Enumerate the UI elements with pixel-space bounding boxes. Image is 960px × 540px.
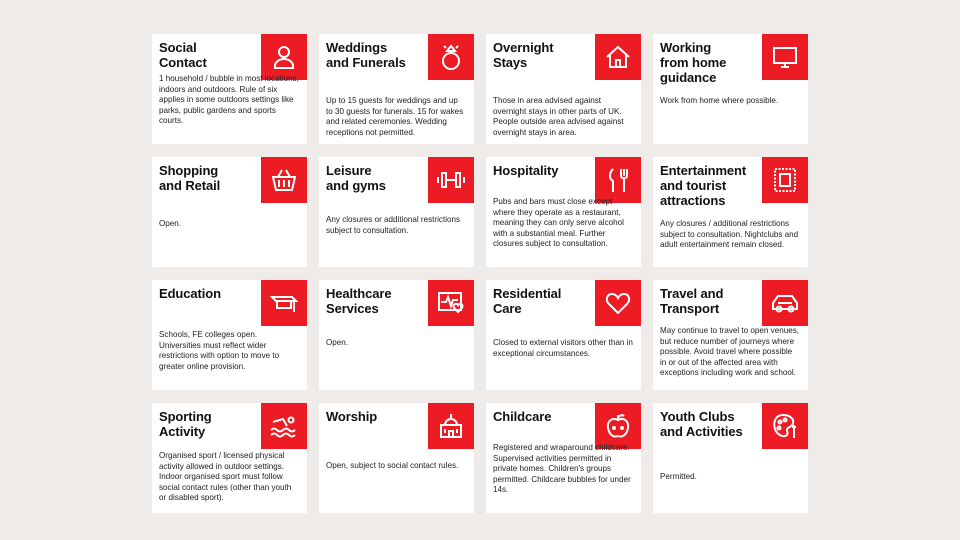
swimmer-icon — [261, 403, 307, 449]
health-monitor-icon — [428, 280, 474, 326]
car-icon — [762, 280, 808, 326]
card-travel-transport — [653, 280, 808, 390]
card-title: Shopping and Retail — [159, 163, 221, 193]
card-title: Entertainment and tourist attractions — [660, 163, 747, 208]
card-title: Youth Clubs and Activities — [660, 409, 743, 439]
card-social-contact — [152, 34, 307, 144]
card-text: Organised sport / licensed physical activity allowed in outdoor settings. Indoor organised sport must follow social contact rules (other than youth or disabled sport). — [159, 451, 292, 503]
ring-icon — [428, 34, 474, 80]
card-shopping-retail — [152, 157, 307, 267]
card-text: Closed to external visitors other than in exceptional circumstances. — [493, 338, 633, 358]
stamp-icon — [762, 157, 808, 203]
card-residential-care — [486, 280, 641, 390]
card-childcare — [486, 403, 641, 513]
palette-icon — [762, 403, 808, 449]
card-text: Pubs and bars must close except where they operate as a restaurant, meaning they can only serve alcohol with a substantial meal. Further closures subject to consultation. — [493, 197, 624, 249]
card-text: Open, subject to social contact rules. — [326, 461, 459, 470]
card-title: Working from home guidance — [660, 40, 727, 85]
card-sporting-activity — [152, 403, 307, 513]
card-text: Any closures / additional restrictions subject to consultation. Nightclubs and adult entertainment remain closed. — [660, 219, 799, 250]
dumbbell-icon — [428, 157, 474, 203]
card-text: Any closures or additional restrictions subject to consultation. — [326, 215, 461, 235]
card-title: Childcare — [493, 409, 552, 424]
monitor-icon — [762, 34, 808, 80]
graduation-cap-icon — [261, 280, 307, 326]
card-title: Healthcare Services — [326, 286, 392, 316]
card-text: Permitted. — [660, 472, 697, 481]
card-title: Social Contact — [159, 40, 207, 70]
card-text: Those in area advised against overnight stays in other parts of UK. People outside area advised against overnight stays in area. — [493, 96, 624, 137]
card-text: Up to 15 guests for weddings and up to 30 guests for funerals. 15 for wakes and related ceremonies. Wedding receptions not permitted. — [326, 96, 464, 137]
card-overnight-stays — [486, 34, 641, 144]
card-healthcare — [319, 280, 474, 390]
card-text: May continue to travel to open venues, but reduce number of journeys where possible. Avoid travel where possible in or out of the affected area with exceptions including work and school. — [660, 326, 800, 378]
card-working-from-home — [653, 34, 808, 144]
card-text: Schools, FE colleges open. Universities must reflect wider restrictions with option to move to greater online provision. — [159, 330, 280, 371]
card-title: Education — [159, 286, 221, 301]
basket-icon — [261, 157, 307, 203]
card-title: Sporting Activity — [159, 409, 212, 439]
card-weddings-funerals — [319, 34, 474, 144]
card-text: Open. — [159, 219, 182, 228]
card-text: Work from home where possible. — [660, 96, 779, 105]
house-icon — [595, 34, 641, 80]
card-youth-clubs — [653, 403, 808, 513]
card-title: Travel and Transport — [660, 286, 724, 316]
restrictions-grid — [152, 34, 808, 513]
card-title: Leisure and gyms — [326, 163, 386, 193]
church-icon — [428, 403, 474, 449]
card-title: Weddings and Funerals — [326, 40, 406, 70]
card-hospitality — [486, 157, 641, 267]
card-text: 1 household / bubble in most locations, indoors and outdoors. Rule of six applies in some outdoors settings like parks, public gardens and sports courts. — [159, 74, 299, 126]
card-title: Hospitality — [493, 163, 559, 178]
card-education — [152, 280, 307, 390]
card-leisure-gyms — [319, 157, 474, 267]
card-title: Overnight Stays — [493, 40, 554, 70]
card-text: Open. — [326, 338, 349, 347]
heart-icon — [595, 280, 641, 326]
card-worship — [319, 403, 474, 513]
card-title: Residential Care — [493, 286, 562, 316]
card-title: Worship — [326, 409, 378, 424]
card-text: Registered and wraparound childcare. Supervised activities permitted in private homes. Children's groups permitted. Childcare bubbles for under 14s. — [493, 443, 631, 495]
card-entertainment — [653, 157, 808, 267]
